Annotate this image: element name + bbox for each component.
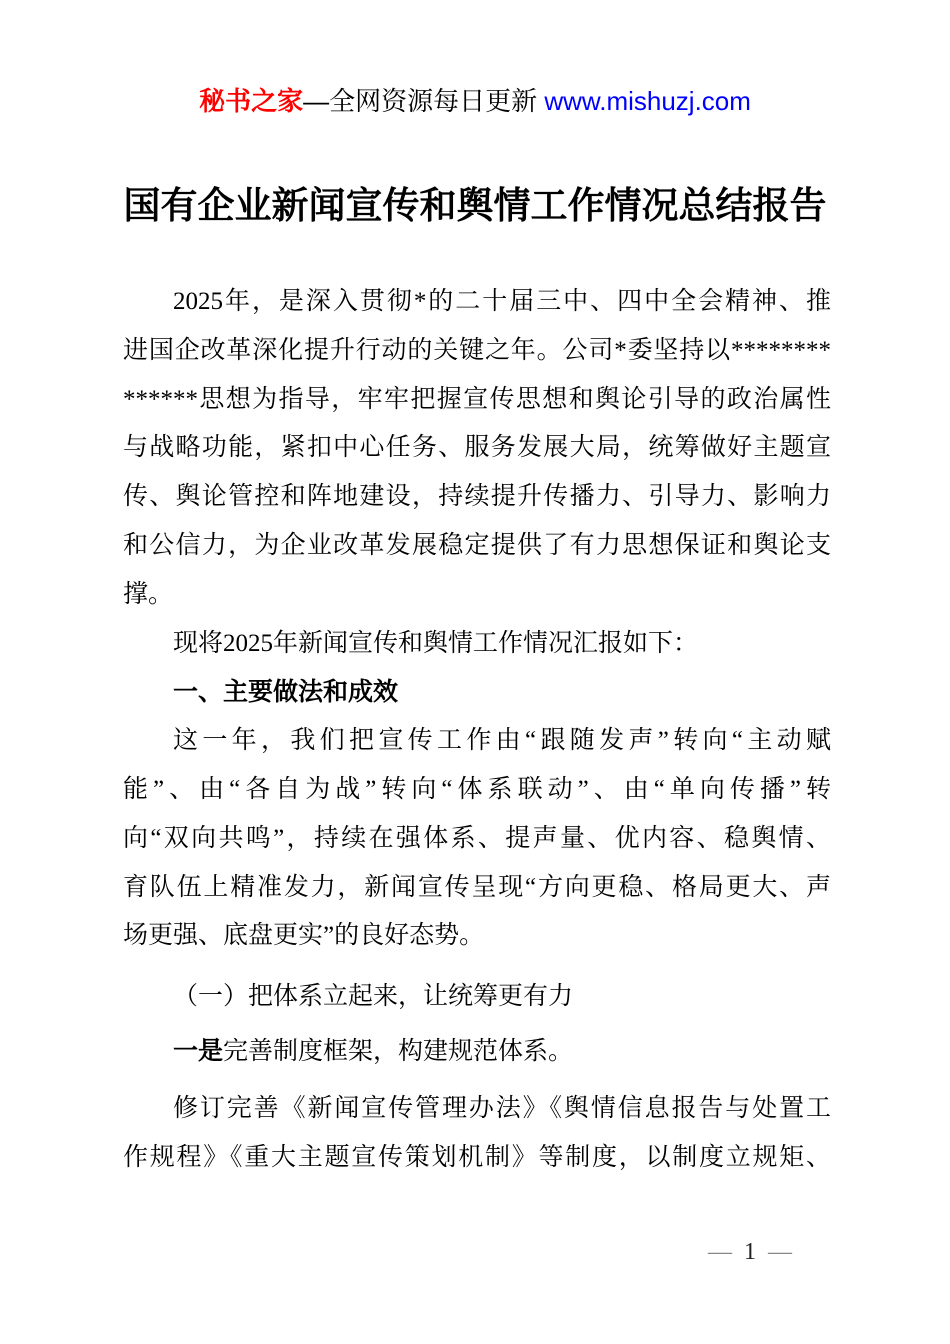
- text-line: 修订完善《新闻宣传管理办法》《舆情信息报告与处置工: [173, 1094, 831, 1122]
- text-line: 作规程》《重大主题宣传策划机制》等制度，以制度立规矩、: [123, 1143, 831, 1171]
- text-line: 进国企改革深化提升行动的关键之年。公司*委坚持以********: [123, 336, 831, 364]
- text-line: 向“双向共鸣”，持续在强体系、提声量、优内容、稳舆情、: [123, 824, 831, 852]
- page-number: [0, 1238, 950, 1266]
- page-number-dash-right: —: [768, 1239, 792, 1265]
- heading-section-1: 一、主要做法和成效: [173, 678, 399, 707]
- paragraph-intro: [123, 278, 831, 620]
- document-title: 国有企业新闻宣传和舆情工作情况总结报告: [123, 185, 827, 226]
- point-1-text: 完善制度框架，构建规范体系。: [223, 1037, 574, 1065]
- paragraph-overview: [123, 717, 831, 961]
- text-line: 育队伍上精准发力，新闻宣传呈现“方向更稳、格局更大、声: [123, 873, 831, 901]
- text-line: ******思想为指导，牢牢把握宣传思想和舆论引导的政治属性: [123, 385, 831, 413]
- document-body: [123, 278, 831, 1182]
- text-line: 和公信力，为企业改革发展稳定提供了有力思想保证和舆论支: [123, 531, 831, 559]
- text-line: 与战略功能，紧扣中心任务、服务发展大局，统筹做好主题宣: [123, 434, 831, 462]
- text-line: 能”、由“各自为战”转向“体系联动”、由“单向传播”转: [123, 775, 831, 803]
- site-header: [0, 84, 950, 118]
- text-line: 2025年，是深入贯彻*的二十届三中、四中全会精神、推: [173, 288, 831, 315]
- text-line: 场更强、底盘更实”的良好态势。: [123, 922, 485, 950]
- page-number-dash-left: —: [708, 1239, 732, 1265]
- paragraph-detail: [123, 1085, 831, 1183]
- brand-text: 秘书之家: [199, 86, 304, 116]
- point-1: [123, 1028, 831, 1077]
- point-1-lead: 一是: [173, 1037, 224, 1065]
- text-line: 传、舆论管控和阵地建设，持续提升传播力、引导力、影响力: [123, 483, 831, 511]
- text-line: 这一年，我们把宣传工作由“跟随发声”转向“主动赋: [173, 727, 831, 755]
- page-number-value: 1: [744, 1239, 756, 1265]
- text-line: 撑。: [123, 580, 174, 608]
- heading-subsection-1: （一）把体系立起来，让统筹更有力: [173, 983, 574, 1011]
- tagline-text: —全网资源每日更新: [303, 86, 545, 116]
- paragraph-report-lead: [123, 620, 831, 669]
- site-url-link[interactable]: www.mishuzj.com: [544, 86, 751, 116]
- text-line: 现将2025年新闻宣传和舆情工作情况汇报如下：: [173, 629, 699, 657]
